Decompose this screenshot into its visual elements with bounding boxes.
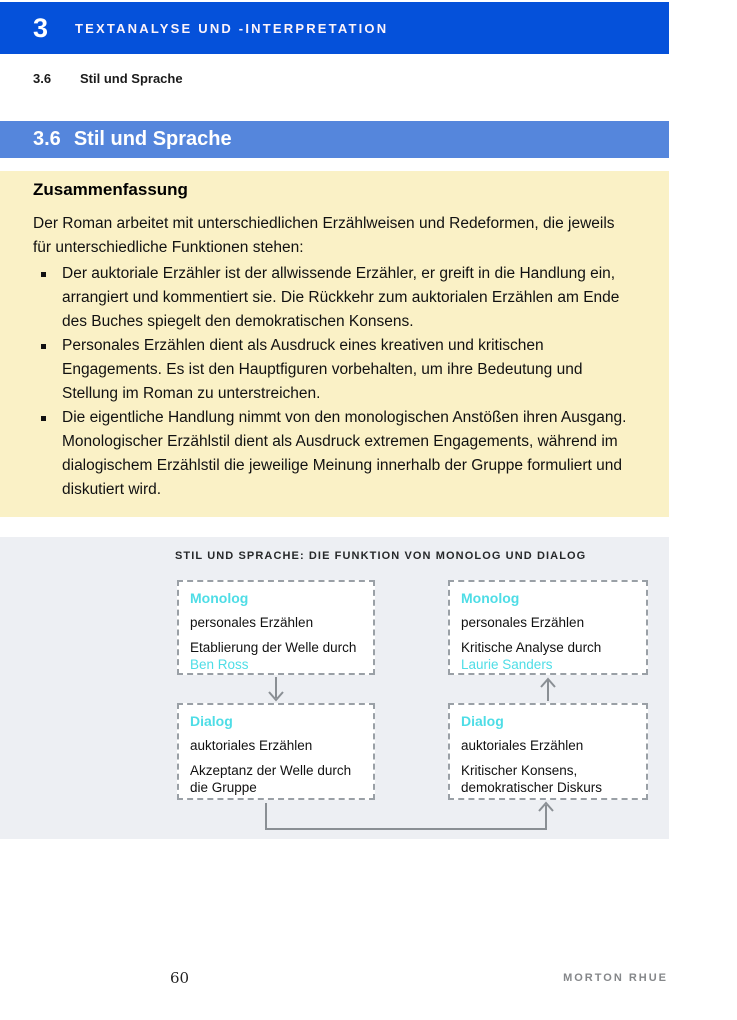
connector-arrow-head-icon — [539, 803, 553, 811]
diagram-panel — [0, 537, 669, 839]
summary-intro: Der Roman arbeitet mit unterschiedlichen Erzählweisen und Redeformen, die jeweils für unterschiedliche Funktionen stehen: — [33, 215, 615, 256]
diagram-box-monolog-left — [177, 580, 375, 675]
diagram-title: STIL UND SPRACHE: DIE FUNKTION VON MONOLOG UND DIALOG — [175, 550, 587, 562]
summary-box — [0, 171, 669, 517]
box-label: Dialog — [190, 713, 233, 729]
footer-author: MORTON RHUE — [563, 972, 668, 984]
box-label: Monolog — [461, 590, 520, 606]
box-line: Etablierung der Welle durch — [190, 640, 357, 655]
box-accent-name: Laurie Sanders — [461, 657, 553, 672]
box-label: Monolog — [190, 590, 249, 606]
bullet-square-icon — [33, 262, 62, 334]
bullet-text: Der auktoriale Erzähler ist der allwissende Erzähler, er greift in die Handlung ein, arrangiert und kommentiert sie. Die Rückkehr zum auktorialen Erzählen am Ende des Buches spiegelt den demokratischen Konsens. — [62, 265, 620, 330]
diagram-box-dialog-right — [448, 703, 648, 800]
breadcrumb-label: Stil und Sprache — [80, 71, 183, 86]
chapter-header-bar — [0, 2, 669, 54]
bullet-square-icon — [33, 406, 62, 502]
chapter-number: 3 — [33, 12, 49, 43]
arrow-down-head-icon — [269, 692, 283, 700]
summary-bullet — [33, 262, 636, 334]
summary-bullet — [33, 334, 636, 406]
box-line: Kritische Analyse durch — [461, 640, 602, 655]
diagram-box-dialog-left — [177, 703, 375, 800]
bullet-text: Die eigentliche Handlung nimmt von den monologischen Anstößen ihren Ausgang. Monologischer Erzählstil dient als Ausdruck extremen Engagements, während im dialogischem Erzählstil die jeweilige Meinung innerhalb der Gruppe formuliert und diskutiert wird. — [62, 409, 627, 498]
arrow-up-head-icon — [541, 679, 555, 687]
section-number: 3.6 — [33, 128, 61, 150]
connector-line — [266, 803, 546, 829]
bullet-square-icon — [33, 334, 62, 406]
box-accent-name: Ben Ross — [190, 657, 249, 672]
box-line: Kritischer Konsens, demokratischer Diskurs — [461, 763, 603, 795]
breadcrumb — [33, 71, 183, 86]
breadcrumb-number: 3.6 — [33, 71, 52, 86]
diagram-box-monolog-right — [448, 580, 648, 675]
box-line: personales Erzählen — [190, 615, 314, 630]
box-line: personales Erzählen — [461, 615, 585, 630]
section-title: Stil und Sprache — [73, 128, 232, 150]
box-label: Dialog — [461, 713, 504, 729]
page-number: 60 — [170, 969, 190, 987]
box-line: Akzeptanz der Welle durch die Gruppe — [190, 763, 352, 795]
summary-bullet — [33, 406, 636, 502]
chapter-title: TEXTANALYSE UND -INTERPRETATION — [75, 20, 389, 36]
bullet-text: Personales Erzählen dient als Ausdruck eines kreativen und kritischen Engagements. Es ist den Hauptfiguren vorbehalten, um ihre Bedeutung und Stellung im Roman zu unterstreichen. — [62, 337, 583, 402]
box-line: auktoriales Erzählen — [190, 738, 313, 753]
section-header-bar — [0, 121, 669, 158]
summary-heading: Zusammenfassung — [33, 180, 188, 199]
box-line: auktoriales Erzählen — [461, 738, 584, 753]
